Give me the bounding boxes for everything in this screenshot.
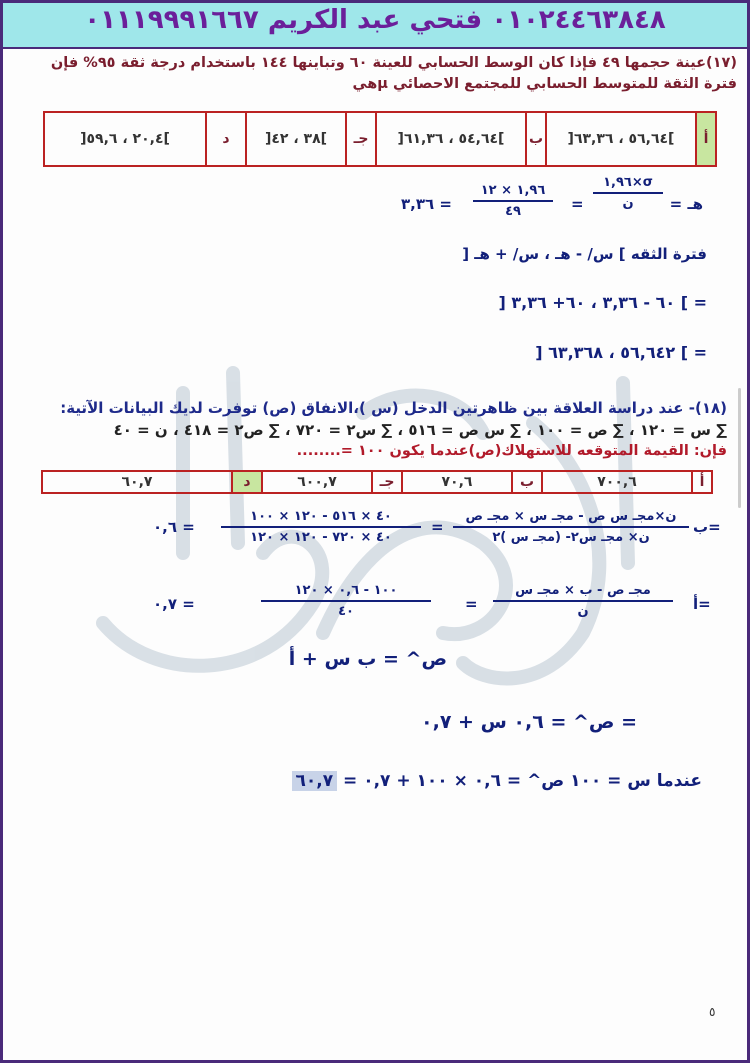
- q18-b-fraction-1: [453, 509, 689, 545]
- q18-option-a-letter[interactable]: أ: [692, 471, 712, 493]
- scrollbar[interactable]: [738, 388, 741, 508]
- q18-option-b-letter[interactable]: ب: [512, 471, 542, 493]
- q18-text-line1: (١٨)- عند دراسة العلاقة بين ظاهرتين الدخل (س )،الانفاق (ص) توفرت لديك البيانات الآتية:: [60, 399, 727, 417]
- q17-fraction-2-numerator: ١,٩٦ × ١٢: [480, 183, 546, 198]
- q18-b-fraction-1-denominator: ن× مجـ س٢- (مجـ س )٢: [492, 530, 650, 545]
- q17-interval-result: = ] ٥٦,٦٤٢ ، ٦٣,٣٦٨ [: [535, 343, 707, 362]
- q17-option-a-value[interactable]: ]٥٦,٦٤ ، ٦٣,٣٦[: [546, 112, 696, 166]
- q18-final-answer: ٦٠,٧: [292, 771, 338, 791]
- page-number: ٥: [709, 1005, 716, 1019]
- q18-a-fraction-2-denominator: ٤٠: [338, 604, 354, 619]
- q18-b-fraction-1-numerator: ن×مجـ س ص - مجـ س × مجـ ص: [465, 509, 677, 524]
- q18-b-equals: =: [431, 518, 444, 536]
- q18-a-result: = ٠,٧: [153, 595, 195, 613]
- header-banner: [3, 3, 747, 49]
- q18-final-prefix: عندما س = ١٠٠ ص^ = ٠,٦ × ١٠٠ + ٠,٧ =: [343, 771, 702, 791]
- q18-a-fraction-2-numerator: ١٠٠ - ٠,٦ × ١٢٠: [294, 583, 398, 598]
- q18-option-a-value[interactable]: ٧٠٠,٦: [542, 471, 692, 493]
- q18-final-line: [292, 771, 702, 791]
- q18-option-c-letter[interactable]: جـ: [372, 471, 402, 493]
- q17-option-d-value[interactable]: ]٢٠,٤ ، ٥٩,٦[: [44, 112, 206, 166]
- q18-option-d-letter[interactable]: د: [232, 471, 262, 493]
- q18-regression-fitted: = ص^ = ٠,٦ س + ٠,٧: [421, 711, 637, 733]
- q17-fraction-2-denominator: ٤٩: [505, 204, 521, 219]
- q18-option-c-value[interactable]: ٦٠٠,٧: [262, 471, 372, 493]
- q18-a-fraction-1-numerator: مجـ ص - ب × مجـ س: [515, 583, 651, 598]
- q17-option-a-letter[interactable]: أ: [696, 112, 716, 166]
- q17-text-line2: فترة الثقة للمتوسط الحسابي للمجتمع الاحصائي µهي: [352, 76, 737, 92]
- q17-equals: =: [571, 195, 584, 213]
- q17-fraction-1: [593, 175, 663, 211]
- q17-option-c-letter[interactable]: جـ: [346, 112, 376, 166]
- q17-option-b-letter[interactable]: ب: [526, 112, 546, 166]
- q18-text-line3: فإن: القيمة المتوقعه للاستهلاك(ص)عندما يكون ١٠٠ =........: [296, 443, 727, 459]
- q17-option-b-value[interactable]: ]٥٤,٦٤ ، ٦١,٣٦[: [376, 112, 526, 166]
- q17-interval-step: = ] ٦٠ - ٣,٣٦ ، ٦٠+ ٣,٣٦ [: [498, 293, 707, 312]
- q17-h-label: هـ =: [669, 195, 703, 213]
- q17-fraction-1-numerator: ١,٩٦×σ: [603, 175, 653, 190]
- q18-a-fraction-1: [493, 583, 673, 619]
- q18-b-result: = ٠,٦: [153, 518, 195, 536]
- q18-b-fraction-2-numerator: ٤٠ × ٥١٦ - ١٢٠ × ١٠٠: [250, 509, 392, 524]
- q17-fraction-2: [473, 183, 553, 219]
- q18-option-d-value[interactable]: ٦٠,٧: [42, 471, 232, 493]
- q18-regression-general: ص^ = ب س + أ: [288, 648, 447, 670]
- q18-b-fraction-2: [221, 509, 421, 545]
- q18-b-label: ب=: [693, 518, 721, 536]
- q17-option-d-letter[interactable]: د: [206, 112, 246, 166]
- q18-a-equals: =: [465, 595, 478, 613]
- q17-interval-label: فترة الثقه ] س/ - هـ ، س/ + هـ [: [462, 245, 707, 263]
- q17-fraction-1-denominator: ن: [622, 196, 634, 211]
- q18-a-fraction-2: [261, 583, 431, 619]
- q17-options-table: [43, 111, 717, 167]
- q18-options-table: [41, 470, 713, 494]
- q18-a-label: أ=: [693, 595, 711, 613]
- header-contact-text: ٠١٠٢٤٤٦٣٨٤٨ فتحي عبد الكريم ٠١١١٩٩٩١٦٦٧: [84, 5, 666, 35]
- q17-text-line1: (١٧)عينة حجمها ٤٩ فإذا كان الوسط الحسابي للعينة ٦٠ وتباينها ١٤٤ باستخدام درجة ثقة ٩٥% فإن: [50, 55, 737, 71]
- q17-h-result: = ٣,٣٦: [401, 195, 452, 213]
- q17-option-c-value[interactable]: ]٣٨ ، ٤٢[: [246, 112, 346, 166]
- q18-a-fraction-1-denominator: ن: [577, 604, 589, 619]
- q18-text-line2: ∑ س = ١٢٠ ، ∑ ص = ١٠٠ ، ∑ س ص = ٥١٦ ، ∑ س٢ = ٧٢٠ ، ∑ ص٢ = ٤١٨ ، ن = ٤٠: [113, 421, 727, 439]
- q18-b-fraction-2-denominator: ٤٠ × ٧٢٠ - ١٢٠ × ١٢٠: [250, 530, 392, 545]
- q18-option-b-value[interactable]: ٧٠,٦: [402, 471, 512, 493]
